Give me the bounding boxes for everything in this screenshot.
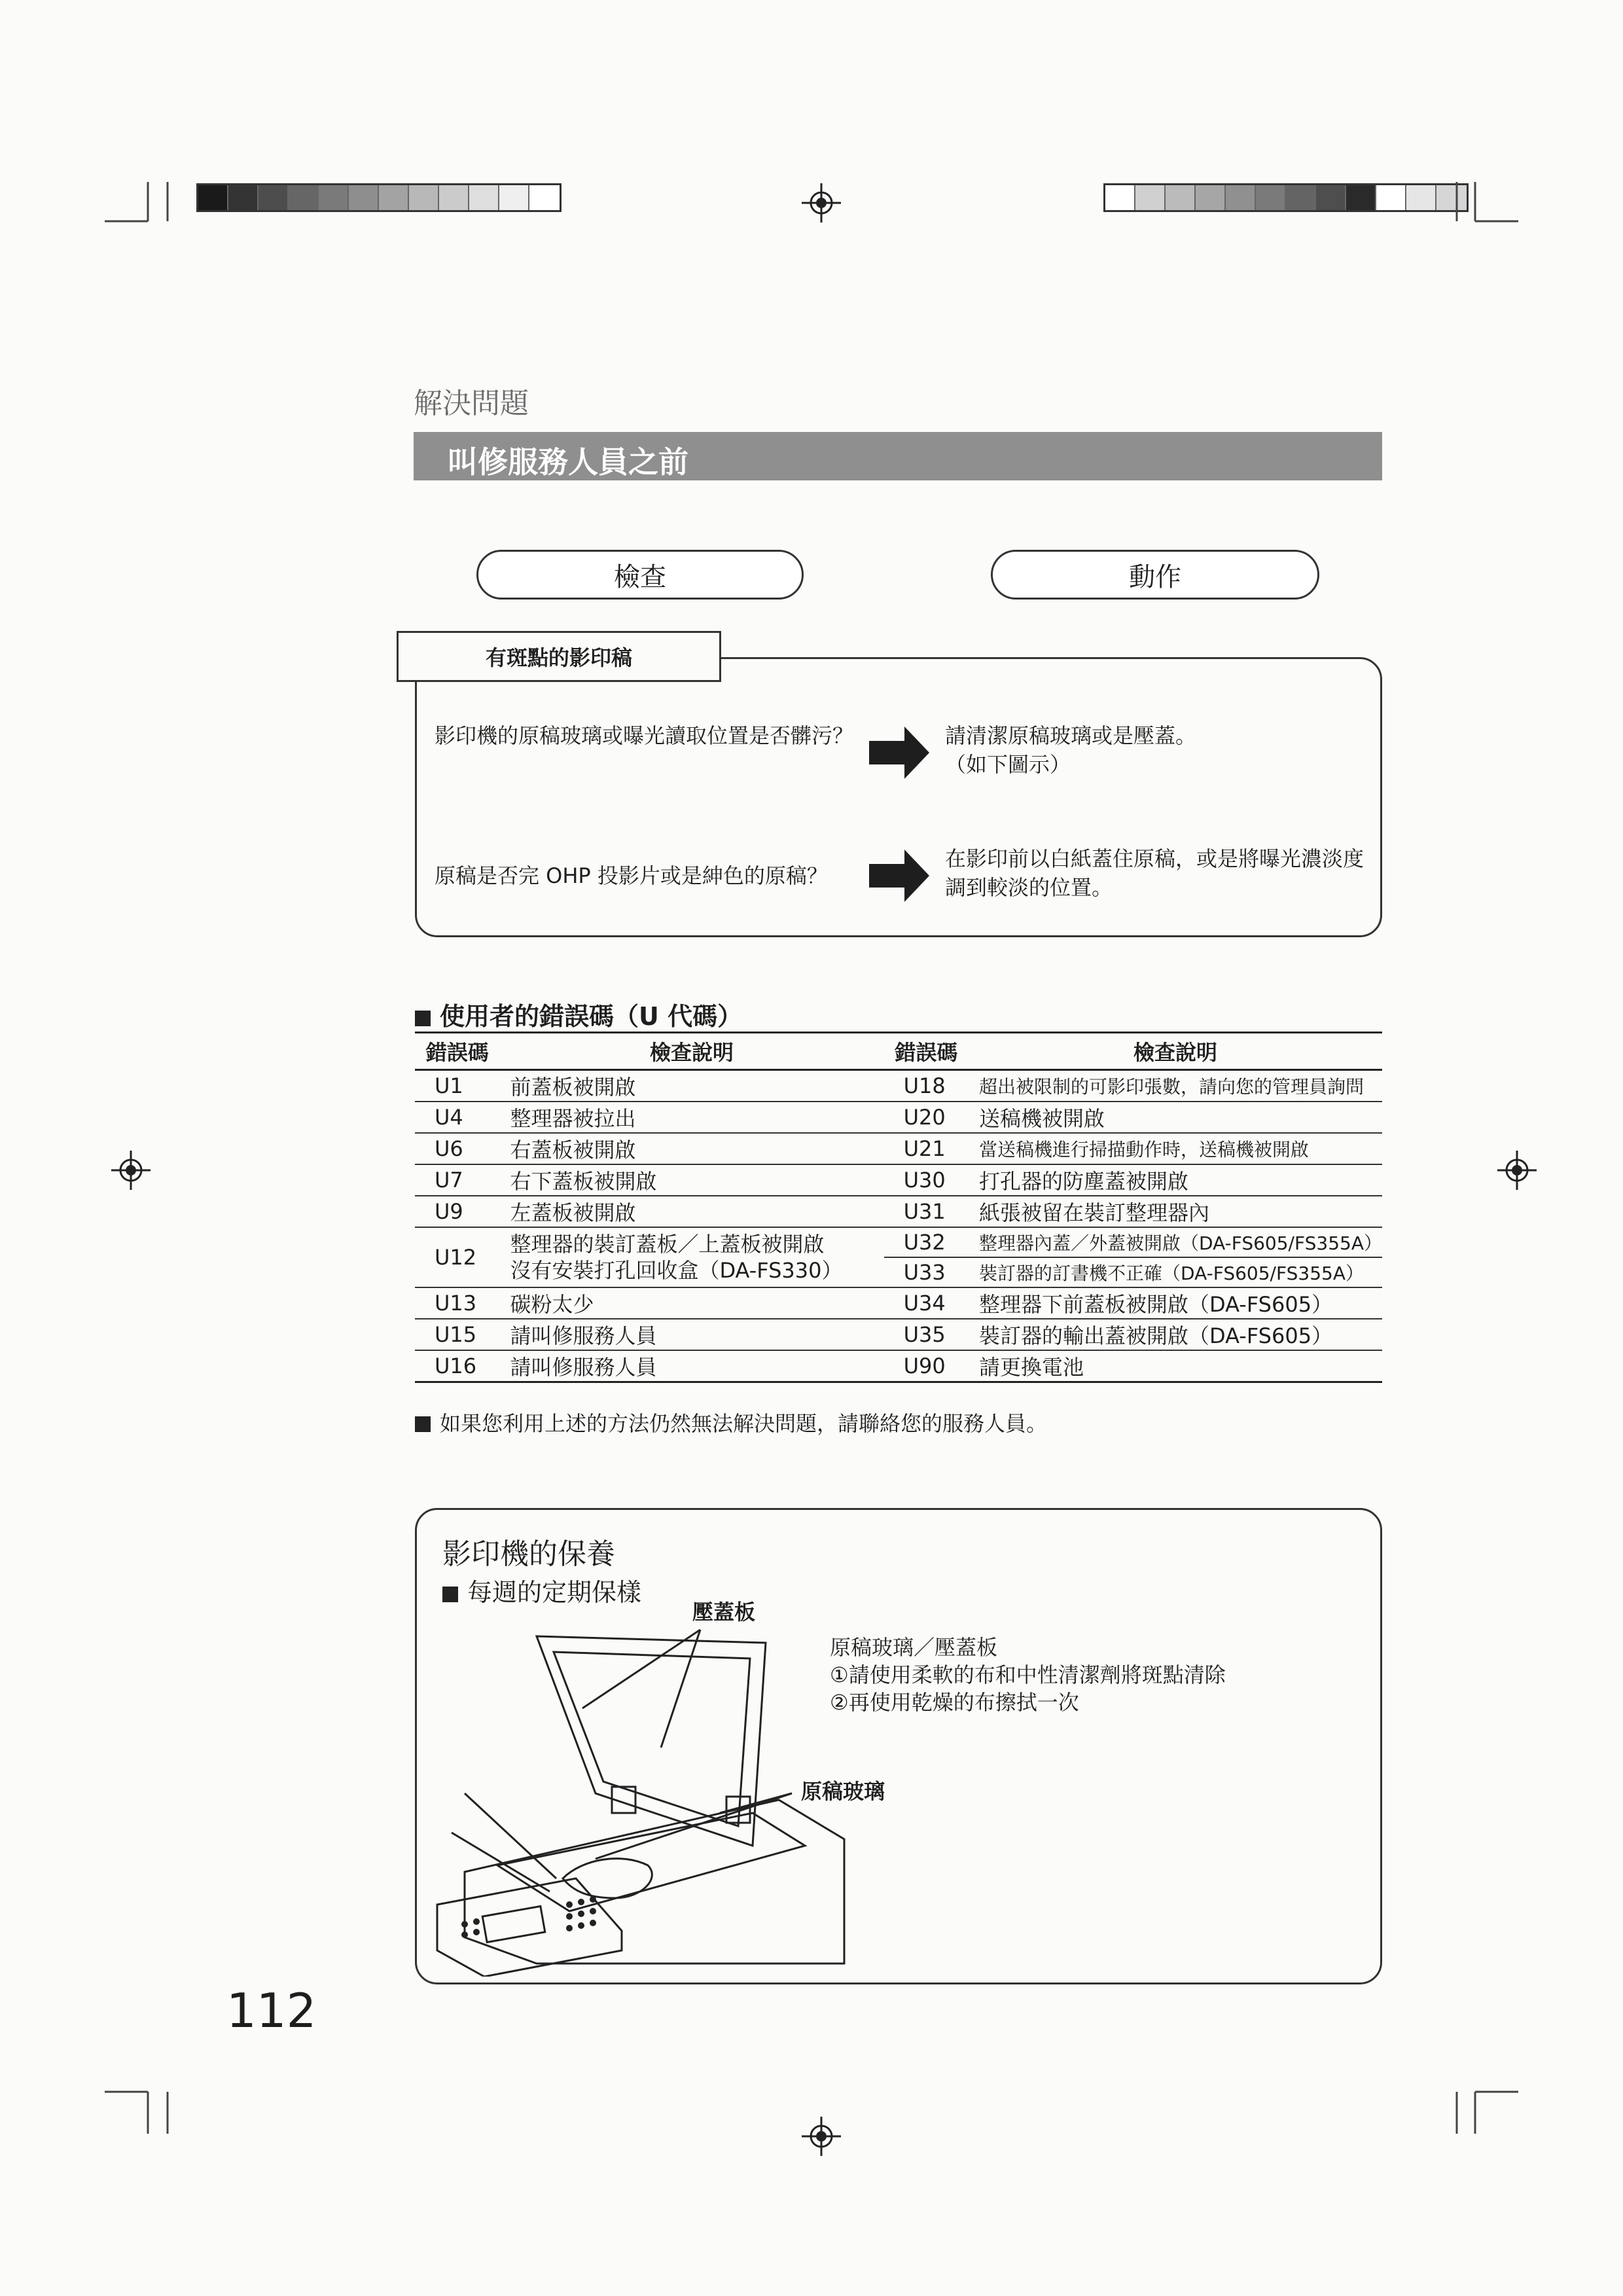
instruction-step: ②再使用乾燥的布擦拭一次 [830, 1690, 1079, 1715]
error-description: 請叫修服務人員 [499, 1319, 883, 1350]
error-code: U16 [415, 1350, 499, 1382]
table-row [415, 1287, 1382, 1319]
table-row [415, 1070, 1382, 1102]
instruction-block [830, 1634, 1226, 1716]
error-code: U4 [415, 1102, 499, 1133]
error-code: U33 [884, 1257, 969, 1287]
error-description: 左蓋板被開啟 [499, 1196, 883, 1227]
error-description: 右下蓋板被開啟 [499, 1164, 883, 1196]
right-arrow-icon [868, 848, 931, 903]
error-code: U20 [884, 1102, 969, 1133]
error-code: U30 [884, 1164, 969, 1196]
error-description: 送稿機被開啟 [969, 1102, 1382, 1133]
column-header: 檢查說明 [499, 1033, 883, 1070]
error-description: 整理器內蓋／外蓋被開啟（DA-FS605/FS355A） [969, 1227, 1382, 1257]
error-description: 超出被限制的可影印張數，請向您的管理員詢問 [969, 1070, 1382, 1102]
error-description: 碳粉太少 [499, 1287, 883, 1319]
error-description: 整理器下前蓋板被開啟（DA-FS605） [969, 1287, 1382, 1319]
table-row [415, 1102, 1382, 1133]
column-header: 檢查說明 [969, 1033, 1382, 1070]
error-description: 當送稿機進行掃描動作時，送稿機被開啟 [969, 1133, 1382, 1164]
column-header: 錯誤碼 [415, 1033, 499, 1070]
error-description: 整理器被拉出 [499, 1102, 883, 1133]
glass-label: 原稿玻璃 [801, 1779, 885, 1804]
error-description: 整理器的裝訂蓋板／上蓋板被開啟 沒有安裝打孔回收盒（DA-FS330） [499, 1227, 883, 1287]
instruction-step: ①請使用柔軟的布和中性清潔劑將斑點清除 [830, 1662, 1226, 1687]
error-description: 請叫修服務人員 [499, 1350, 883, 1382]
section-label: 解決問題 [414, 387, 529, 420]
page-number: 112 [226, 1983, 317, 2038]
issue-tab: 有斑點的影印稿 [397, 631, 721, 682]
page-title: 叫修服務人員之前 [448, 444, 688, 480]
error-code: U90 [884, 1350, 969, 1382]
error-description: 前蓋板被開啟 [499, 1070, 883, 1102]
error-code: U34 [884, 1287, 969, 1319]
error-description: 紙張被留在裝訂整理器內 [969, 1196, 1382, 1227]
error-description: 打孔器的防塵蓋被開啟 [969, 1164, 1382, 1196]
check-column-header: 檢查 [476, 550, 804, 600]
table-row [415, 1227, 1382, 1257]
error-code: U32 [884, 1227, 969, 1257]
error-code: U13 [415, 1287, 499, 1319]
issue-action-1: 請清潔原稿玻璃或是壓蓋。（如下圖示） [945, 723, 1197, 777]
error-description: 裝訂器的訂書機不正確（DA-FS605/FS355A） [969, 1257, 1382, 1287]
maintenance-title: 影印機的保養 [442, 1537, 615, 1571]
action-column-header: 動作 [991, 550, 1319, 600]
issue-action-2: 在影印前以白紙蓋住原稿，或是將曝光濃淡度調到較淡的位置。 [945, 846, 1364, 900]
error-code: U18 [884, 1070, 969, 1102]
issue-check-1: 影印機的原稿玻璃或曝光讀取位置是否髒污？ [435, 723, 854, 748]
error-code: U12 [415, 1227, 499, 1287]
error-code: U7 [415, 1164, 499, 1196]
table-header-row [415, 1033, 1382, 1070]
error-code: U31 [884, 1196, 969, 1227]
square-bullet-icon [415, 1416, 431, 1432]
table-row [415, 1319, 1382, 1350]
error-code: U15 [415, 1319, 499, 1350]
column-header: 錯誤碼 [884, 1033, 969, 1070]
error-code-table [415, 1031, 1382, 1383]
page-title-banner [414, 432, 1382, 480]
error-code: U21 [884, 1133, 969, 1164]
error-code: U1 [415, 1070, 499, 1102]
table-row [415, 1164, 1382, 1196]
error-code: U9 [415, 1196, 499, 1227]
table-row [415, 1196, 1382, 1227]
contact-note: 如果您利用上述的方法仍然無法解決問題，請聯絡您的服務人員。 [415, 1407, 1047, 1437]
error-code: U6 [415, 1133, 499, 1164]
issue-check-2: 原稿是否完 OHP 投影片或是紳色的原稿？ [435, 863, 828, 888]
square-bullet-icon [415, 1011, 431, 1026]
right-arrow-icon [868, 725, 931, 780]
error-code: U35 [884, 1319, 969, 1350]
table-row [415, 1350, 1382, 1382]
error-description: 裝訂器的輸出蓋被開啟（DA-FS605） [969, 1319, 1382, 1350]
instruction-title: 原稿玻璃／壓蓋板 [830, 1635, 998, 1660]
table-row [415, 1133, 1382, 1164]
cover-label: 壓蓋板 [692, 1600, 756, 1624]
maintenance-subtitle: 每週的定期保樣 [442, 1572, 641, 1608]
error-codes-heading: 使用者的錯誤碼（U 代碼） [415, 996, 742, 1032]
error-description: 請更換電池 [969, 1350, 1382, 1382]
error-description: 右蓋板被開啟 [499, 1133, 883, 1164]
